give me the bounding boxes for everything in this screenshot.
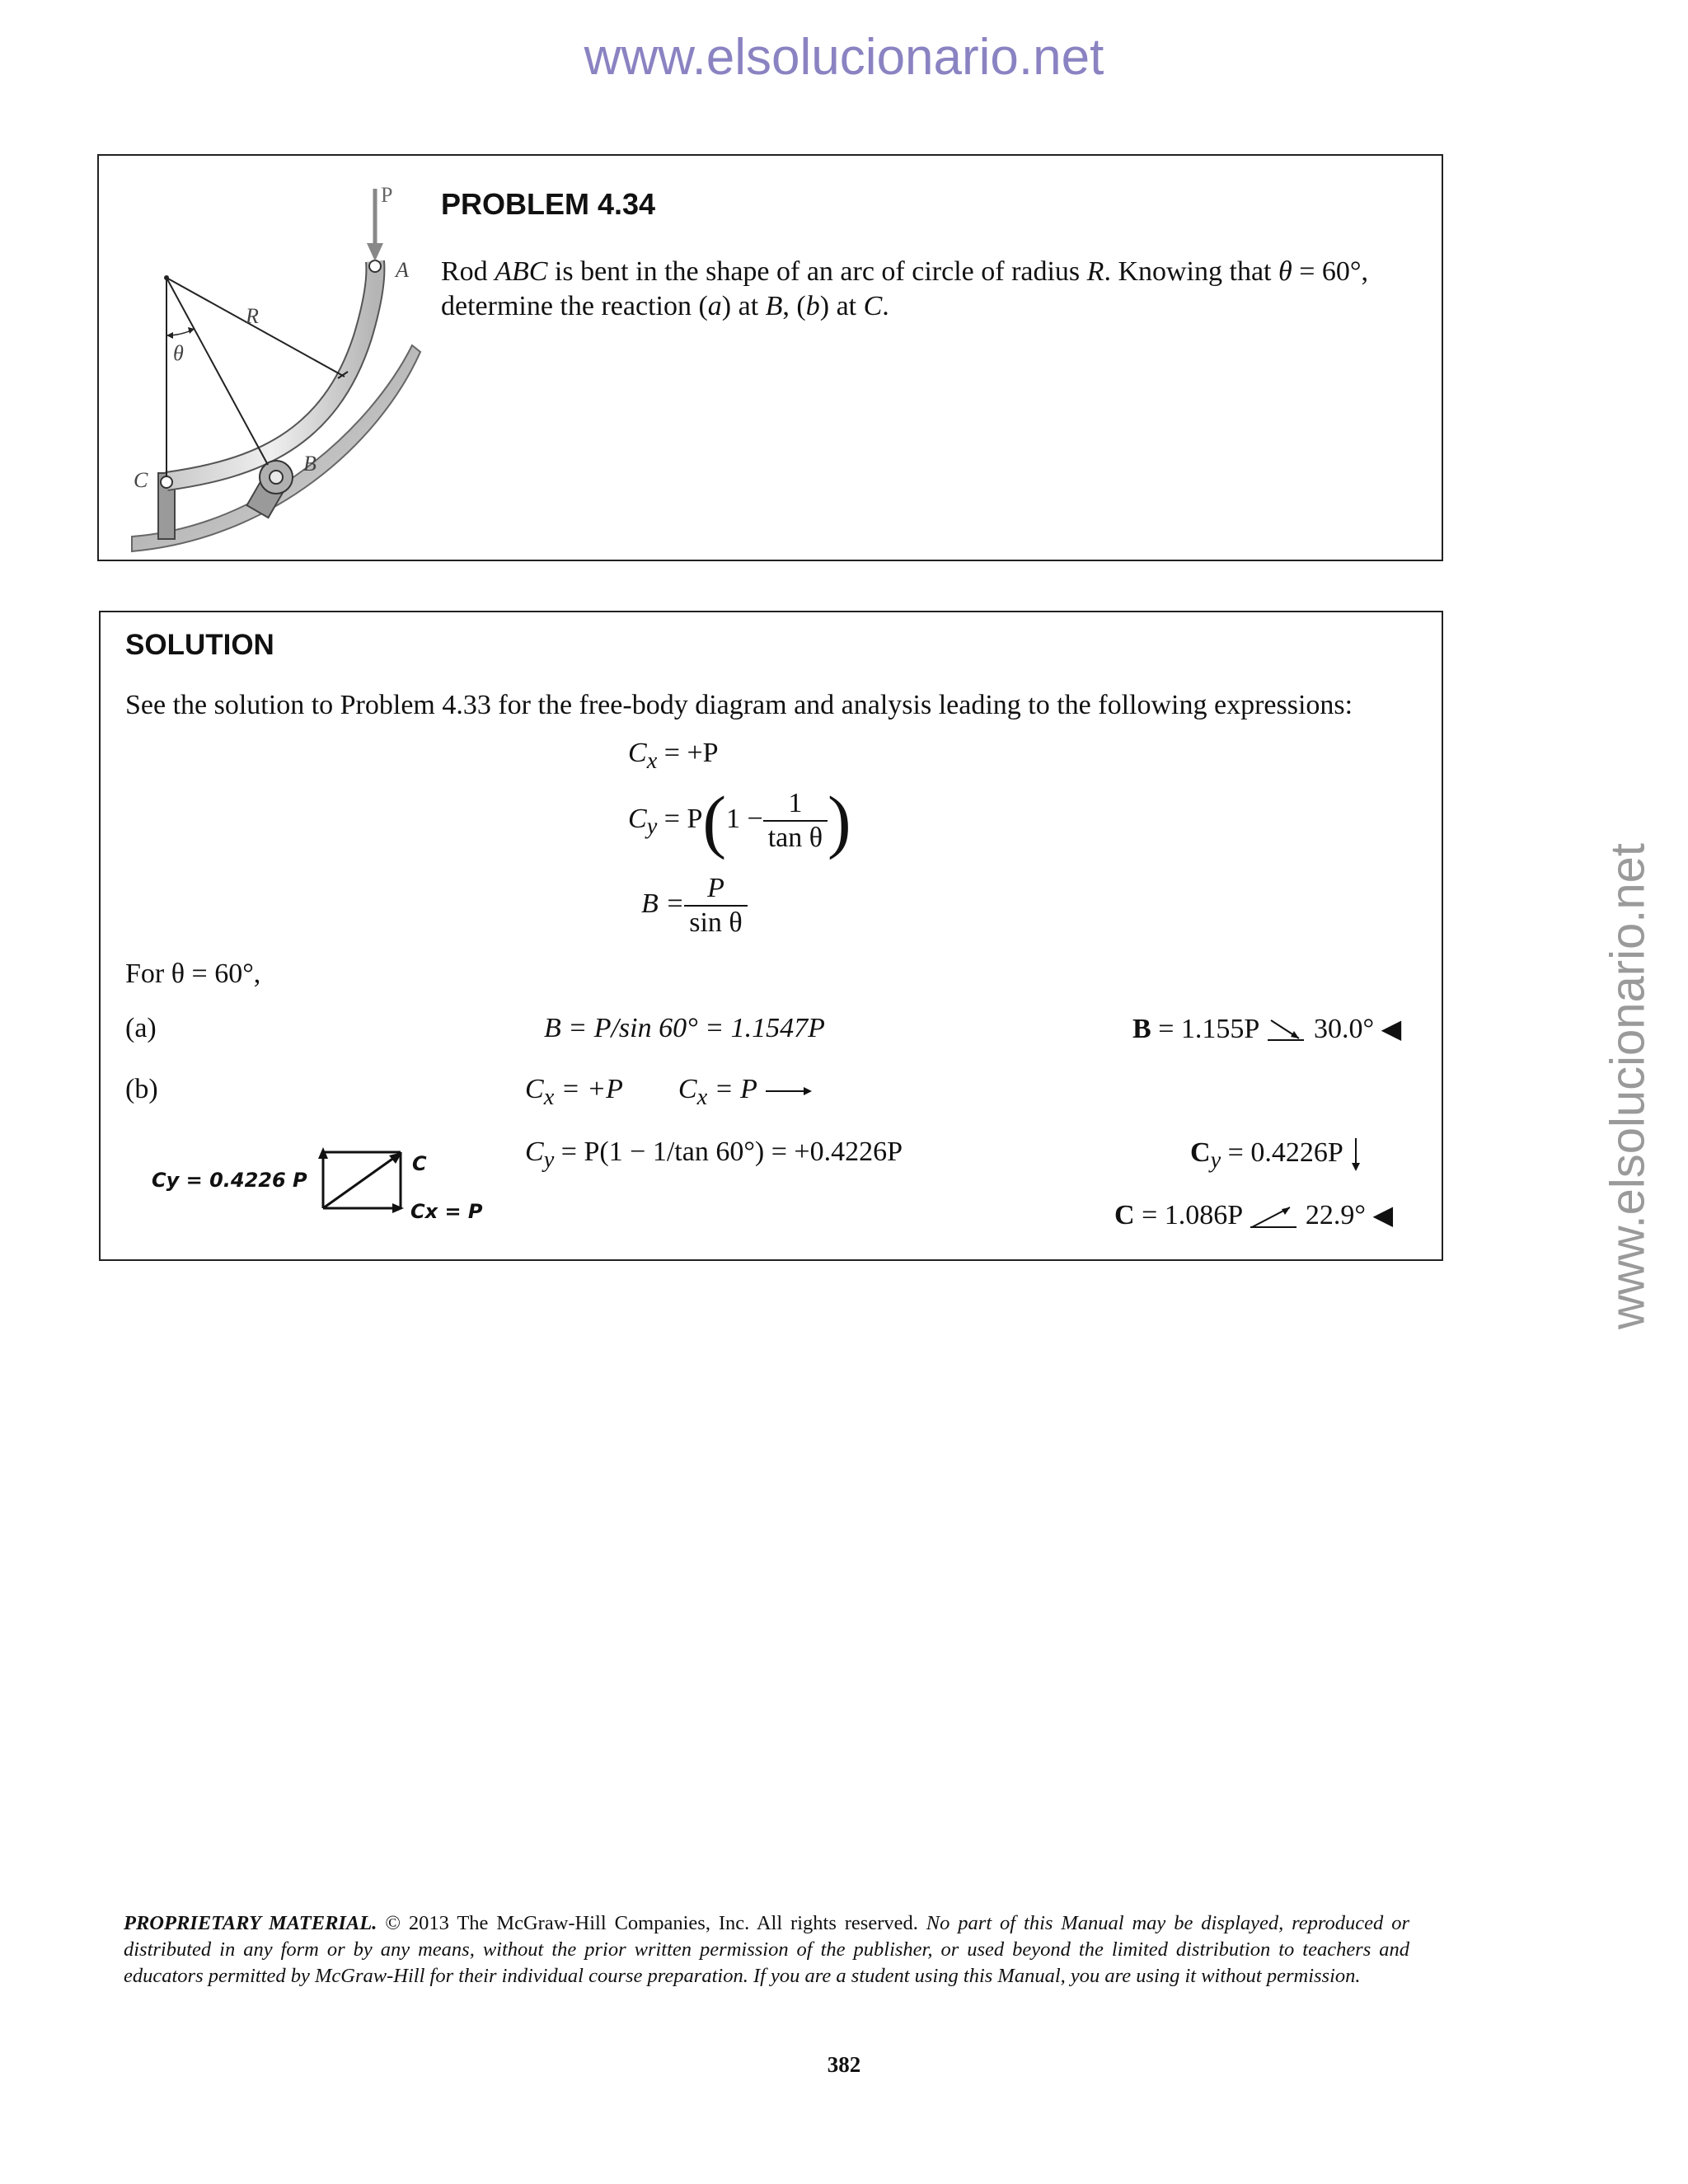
problem-box bbox=[97, 154, 1443, 561]
answer-marker: ◀ bbox=[1381, 1014, 1402, 1043]
arrow-down-icon bbox=[1349, 1137, 1362, 1173]
label-b: B bbox=[303, 452, 316, 476]
arrow-right-icon bbox=[764, 1083, 814, 1099]
part-b-label: (b) bbox=[125, 1074, 158, 1104]
part-a-label: (a) bbox=[125, 1013, 157, 1043]
angle-30-icon bbox=[1266, 1019, 1307, 1043]
answer-marker: ◀ bbox=[1372, 1200, 1394, 1230]
expression-cx: $C_x = +P$ bbox=[628, 738, 719, 774]
part-b-cy-answer: $C_y = 0.4226P$ bbox=[1190, 1137, 1362, 1174]
label-p: P bbox=[381, 183, 393, 207]
part-a-equation: B = P/sin 60° = 1.1547P bbox=[544, 1013, 825, 1043]
handwritten-cx-label: Cx = P bbox=[410, 1200, 483, 1223]
handwritten-cy-label: Cy = 0.4226 P bbox=[152, 1169, 307, 1192]
pin-a bbox=[369, 260, 381, 272]
problem-figure bbox=[115, 164, 462, 560]
label-a: A bbox=[396, 258, 409, 282]
copyright-footer: PROPRIETARY MATERIAL. © 2013 The McGraw-Hill Companies, Inc. All rights reserved. No part of this Manual may be displayed, reproduced or distributed in any form or by any means, without the prior written permission of the publisher, or used beyond the limited distribution to teachers and educators permitted by McGraw-Hill for their individual course preparation. If you are a student using this Manual, you are using it without permission. bbox=[124, 1912, 1409, 1987]
solution-intro: See the solution to Problem 4.33 for the free-body diagram and analysis leading to the following expressions: bbox=[125, 690, 1353, 720]
handwritten-vector-sketch bbox=[150, 1136, 496, 1226]
part-a-answer: B = 1.155P 30.0° ◀ bbox=[1132, 1014, 1402, 1044]
solution-box bbox=[99, 611, 1443, 1261]
part-b-cx-eq: $C_x = +P$ $C_x = P$ bbox=[525, 1074, 814, 1111]
pin-c bbox=[161, 476, 172, 488]
label-theta: θ bbox=[173, 341, 184, 365]
part-b-cy-eq: $C_y = P(1 - 1/\tan$ 60°) = +0.4226P bbox=[525, 1137, 903, 1173]
watermark-top: www.elsolucionario.net bbox=[584, 29, 1104, 86]
label-c: C bbox=[134, 468, 148, 492]
label-r: R bbox=[246, 304, 259, 328]
angle-22-icon bbox=[1249, 1204, 1298, 1230]
expression-cy: $C_y = P(1$ − $\frac{1}{\text{tan θ}}$ ) bbox=[628, 781, 851, 860]
expression-b: B = $\frac{P}{\text{sin θ}}$ bbox=[641, 872, 748, 940]
part-b-c-answer: C = 1.086P 22.9° ◀ bbox=[1114, 1200, 1394, 1230]
problem-statement: Rod ABC is bent in the shape of an arc of circle of radius R. Knowing that θ = 60°, determine the reaction (a) at B, (b) at C. bbox=[441, 256, 1368, 321]
solution-title: SOLUTION bbox=[125, 629, 274, 661]
page-number: 382 bbox=[827, 2052, 861, 2077]
problem-title: PROBLEM 4.34 bbox=[441, 187, 656, 221]
watermark-side: www.elsolucionario.net bbox=[1601, 843, 1655, 1329]
for-theta-line: For θ = 60°, bbox=[125, 958, 261, 989]
handwritten-c-label: C bbox=[412, 1152, 427, 1175]
